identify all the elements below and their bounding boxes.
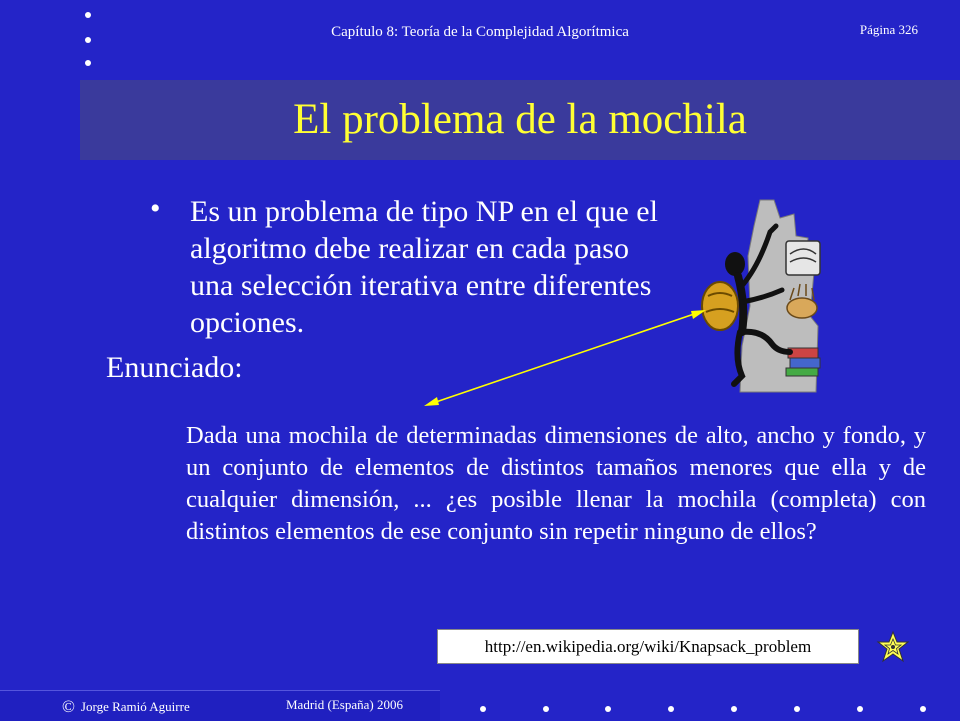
author-name: Jorge Ramió Aguirre [80,699,190,714]
decorative-dot [920,706,926,712]
footer-author [62,697,190,717]
copyright-symbol: © [62,697,75,716]
decorative-dot [543,706,549,712]
footer-place: Madrid (España) 2006 [286,697,403,712]
decorative-dot [668,706,674,712]
decorative-dot [731,706,737,712]
climber-with-backpack-illustration [690,196,840,396]
decorative-dot [480,706,486,712]
web-star-icon[interactable] [876,630,910,664]
decorative-dot [85,12,91,18]
problem-statement: Dada una mochila de determinadas dimensiones de alto, ancho y fondo, y un conjunto de elementos de distintos tamaños menores que ella y de cualquier dimensión, ... ¿es posible llenar la mochila (completa) con distintos elementos de ese conjunto sin repetir ninguno de ellos? [186,422,926,545]
link-box [437,629,859,664]
subheading: Enunciado: [106,351,243,384]
decorative-dot [605,706,611,712]
decorative-dot [85,60,91,66]
slide-title: El problema de la mochila [293,96,747,143]
wikipedia-link[interactable]: http://en.wikipedia.org/wiki/Knapsack_problem [484,637,812,656]
bullet-text: Es un problema de tipo NP en el que el algoritmo debe realizar en cada paso una selección iterativa entre diferentes opciones. [190,195,658,339]
chapter-header: Capítulo 8: Teoría de la Complejidad Algorítmica [331,24,629,40]
bullet-marker: • [150,192,161,225]
decorative-dot [794,706,800,712]
page-number: Página 326 [859,22,918,37]
decorative-dot [857,706,863,712]
